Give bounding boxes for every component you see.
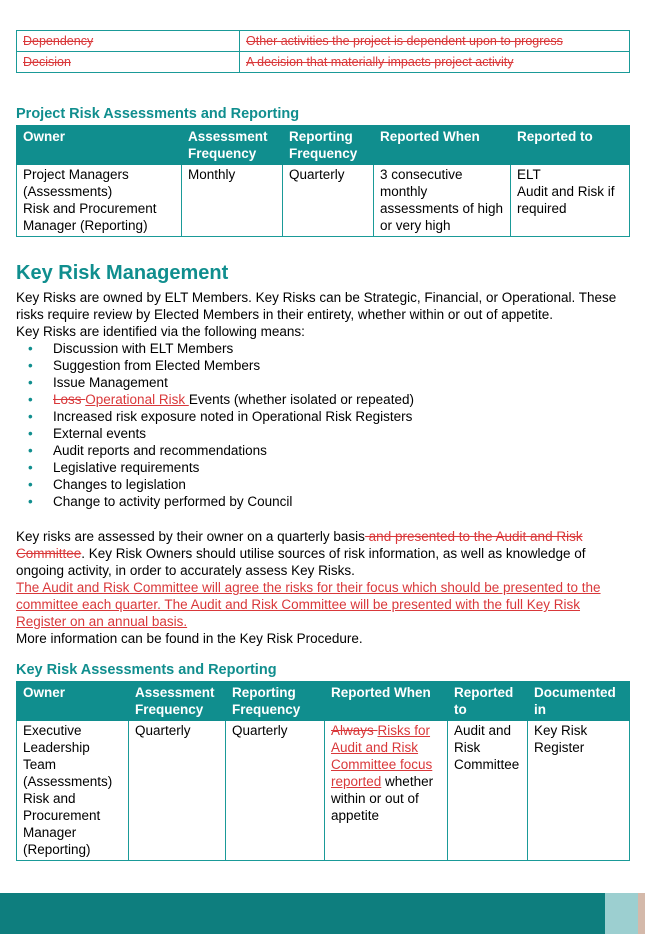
owner-line: Risk and Procurement Manager (Reporting) bbox=[23, 791, 101, 857]
col-reported-when: Reported When bbox=[374, 126, 511, 165]
cell-to: Audit and Risk Committee bbox=[448, 721, 528, 861]
list-item: • Changes to legislation bbox=[16, 476, 414, 493]
key-risk-table bbox=[16, 681, 630, 861]
cell-to bbox=[511, 165, 630, 237]
more-info-text: More information can be found in the Key Risk Procedure. bbox=[16, 631, 363, 646]
cell-owner bbox=[17, 721, 129, 861]
key-risk-heading: Key Risk Management bbox=[16, 262, 229, 284]
footer-accent bbox=[605, 893, 638, 934]
project-risk-table bbox=[16, 125, 630, 237]
cell-assessment: Monthly bbox=[182, 165, 283, 237]
owner-line: Executive Leadership Team (Assessments) bbox=[23, 723, 113, 789]
key-table-heading: Key Risk Assessments and Reporting bbox=[16, 662, 277, 678]
cell-assessment: Quarterly bbox=[129, 721, 226, 861]
table-header-row bbox=[17, 126, 630, 165]
list-item: • Discussion with ELT Members bbox=[16, 340, 414, 357]
cell-documented: Key Risk Register bbox=[528, 721, 630, 861]
col-reported-when: Reported When bbox=[325, 682, 448, 721]
col-reporting-frequency: Reporting Frequency bbox=[283, 126, 374, 165]
col-reported-to: Reported to bbox=[448, 682, 528, 721]
definition-text: Other activities the project is dependent upon to progress bbox=[240, 31, 630, 52]
owner-line: Risk and Procurement Manager (Reporting) bbox=[23, 201, 157, 233]
col-assessment-frequency: Assessment Frequency bbox=[182, 126, 283, 165]
list-item: • Increased risk exposure noted in Operational Risk Registers bbox=[16, 408, 414, 425]
cell-when: Always Risks for Audit and Risk Committee focus reported whether within or out of appetite bbox=[325, 721, 448, 861]
table-header-row bbox=[17, 682, 630, 721]
list-item: • Issue Management bbox=[16, 374, 414, 391]
definitions-table bbox=[16, 30, 630, 73]
col-owner: Owner bbox=[17, 682, 129, 721]
inserted-paragraph: The Audit and Risk Committee will agree the risks for their focus which should be presented to the committee each quarter. The Audit and Risk Committee will be presented with the full Key Risk Register on an annual basis. bbox=[16, 580, 601, 629]
col-owner: Owner bbox=[17, 126, 182, 165]
list-item: • Legislative requirements bbox=[16, 459, 414, 476]
table-row bbox=[17, 165, 630, 237]
definition-term: Dependency bbox=[17, 31, 240, 52]
col-assessment-frequency: Assessment Frequency bbox=[129, 682, 226, 721]
col-reported-to: Reported to bbox=[511, 126, 630, 165]
assessment-paragraph: Key risks are assessed by their owner on a quarterly basis and presented to the Audit and Risk Committee. Key Risk Owners should utilise sources of risk information, as well as knowledge of ongoing activity, in order to accurately assess Key Risks. bbox=[16, 529, 586, 578]
key-risk-intro: Key Risks are owned by ELT Members. Key Risks can be Strategic, Financial, or Operational. These risks require review by Elected Members in their entirety, whether within or out of appetite. bbox=[16, 290, 617, 322]
definition-term: Decision bbox=[17, 52, 240, 73]
table-row bbox=[17, 721, 630, 861]
list-item: • Loss Operational Risk Events (whether isolated or repeated) bbox=[16, 391, 414, 408]
cell-when: 3 consecutive monthly assessments of high or very high bbox=[374, 165, 511, 237]
owner-line: Project Managers (Assessments) bbox=[23, 167, 129, 199]
col-documented-in: Documented in bbox=[528, 682, 630, 721]
definition-text: A decision that materially impacts project activity bbox=[240, 52, 630, 73]
list-item: • External events bbox=[16, 425, 414, 442]
table-row bbox=[17, 31, 630, 52]
means-list bbox=[16, 340, 414, 510]
list-item: • Suggestion from Elected Members bbox=[16, 357, 414, 374]
project-section-heading: Project Risk Assessments and Reporting bbox=[16, 106, 300, 122]
footer-edge bbox=[638, 893, 645, 934]
cell-reporting: Quarterly bbox=[283, 165, 374, 237]
footer-band bbox=[0, 893, 645, 934]
to-line: ELT bbox=[517, 167, 541, 182]
list-item: • Audit reports and recommendations bbox=[16, 442, 414, 459]
col-reporting-frequency: Reporting Frequency bbox=[226, 682, 325, 721]
cell-reporting: Quarterly bbox=[226, 721, 325, 861]
table-row bbox=[17, 52, 630, 73]
cell-owner bbox=[17, 165, 182, 237]
to-line: Audit and Risk if required bbox=[517, 184, 615, 216]
means-intro: Key Risks are identified via the following means: bbox=[16, 324, 305, 339]
list-item: • Change to activity performed by Council bbox=[16, 493, 414, 510]
